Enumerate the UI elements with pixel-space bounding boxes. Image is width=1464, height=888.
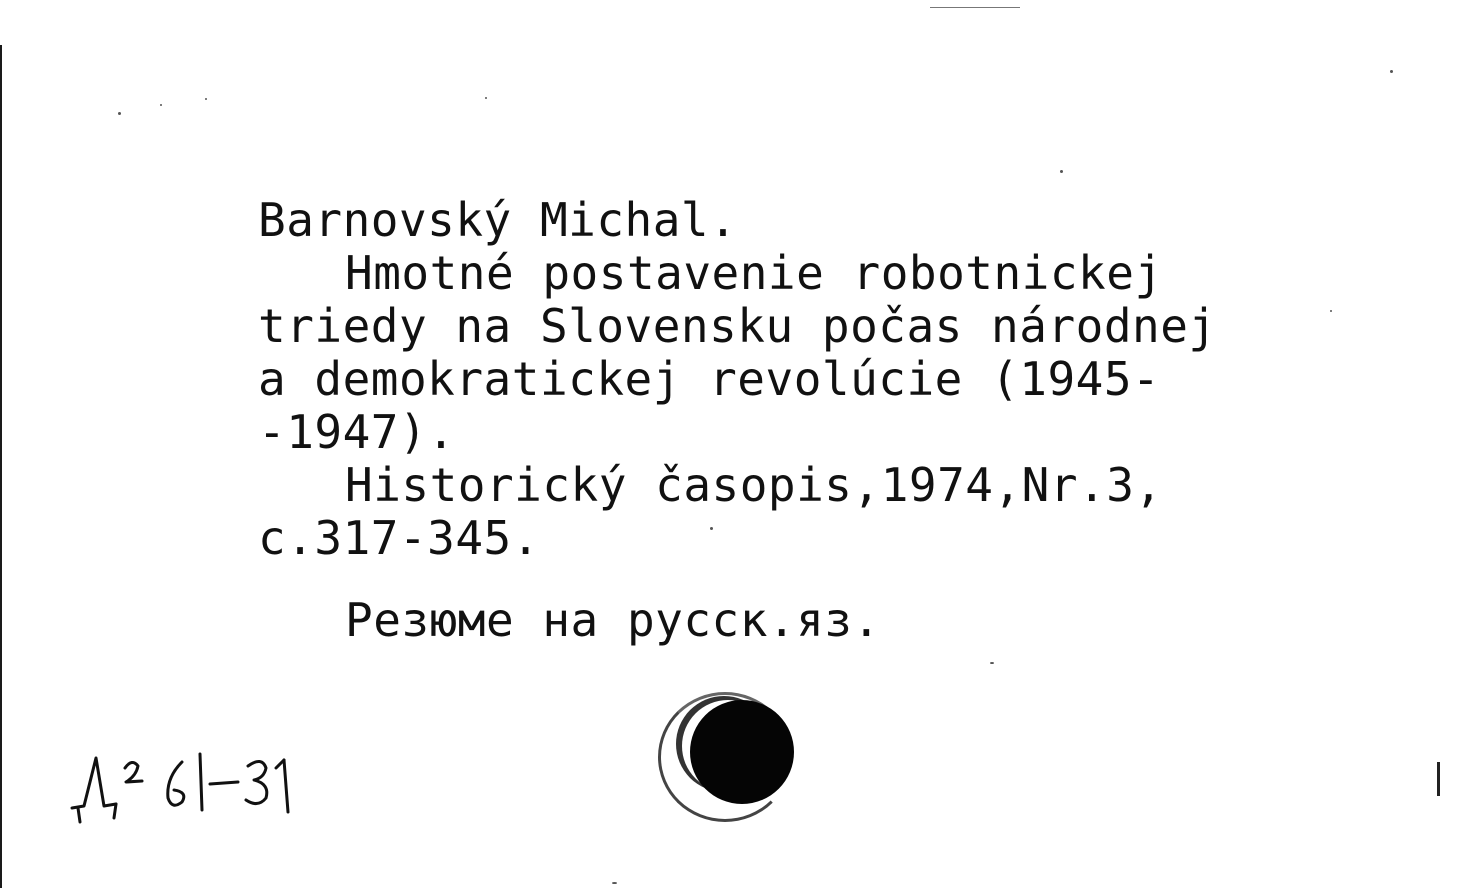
title-line-4: -1947).: [258, 405, 456, 459]
scan-speckle: [160, 104, 162, 106]
card-left-edge: [0, 45, 2, 888]
scan-speckle: [205, 98, 207, 100]
scan-speckle: [612, 882, 617, 884]
call-number-drawing: [70, 748, 330, 838]
scan-speckle: [990, 662, 994, 664]
source-line-1: Historický časopis,1974,Nr.3,: [345, 458, 1163, 512]
scan-speckle: [1330, 310, 1332, 312]
title-line-2: triedy na Slovensku počas národnej: [258, 299, 1217, 353]
scan-speckle: [485, 97, 487, 99]
right-edge-mark: [1437, 762, 1440, 796]
author-line: Barnovský Michal.: [258, 193, 738, 247]
title-line-1: Hmotné postavenie robotnickej: [345, 246, 1163, 300]
scan-speckle: [710, 527, 713, 530]
top-edge-mark: [930, 7, 1020, 8]
scan-speckle: [1060, 170, 1063, 173]
summary-note: Резюме на русск.яз.: [345, 593, 881, 647]
handwritten-call-number: [70, 748, 330, 838]
title-line-3: a demokratickej revolúcie (1945-: [258, 352, 1161, 406]
punch-hole: [690, 700, 794, 804]
source-line-2: c.317-345.: [258, 511, 540, 565]
scan-speckle: [1390, 70, 1393, 73]
scan-speckle: [118, 112, 121, 115]
